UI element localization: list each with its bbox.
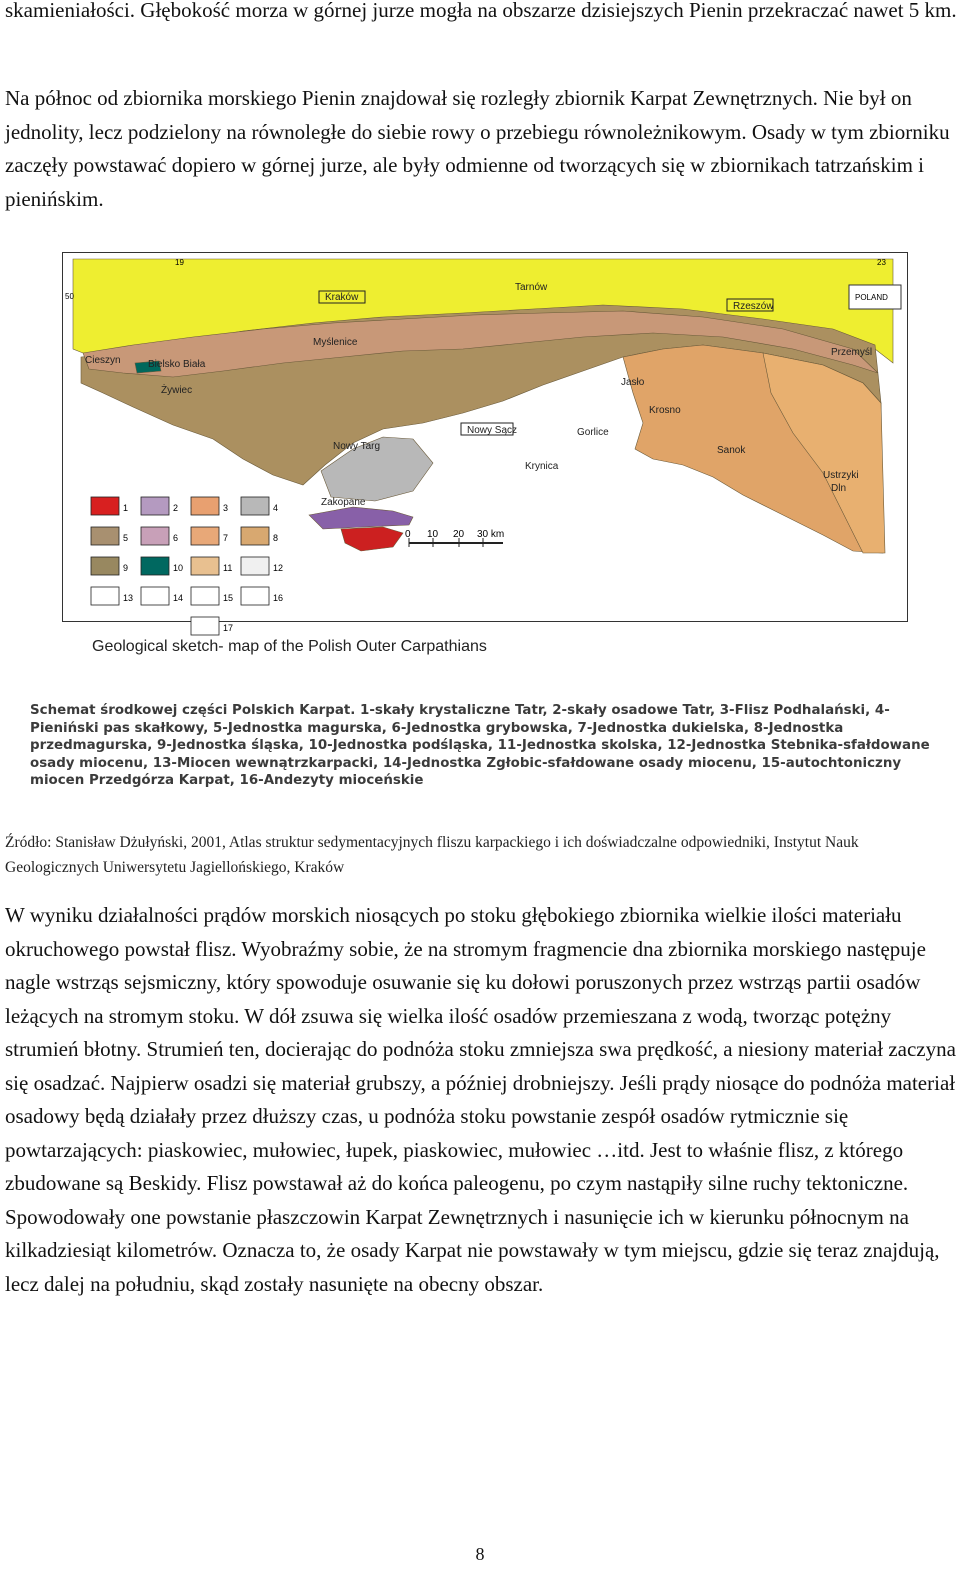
town-zakopane: Zakopane <box>321 497 366 508</box>
legend-number-15: 15 <box>223 593 234 603</box>
legend-swatch-5 <box>91 527 119 545</box>
legend-number-4: 4 <box>273 503 279 513</box>
town-sanok: Sanok <box>717 445 746 456</box>
town-myslenice: Myślenice <box>313 337 358 348</box>
legend-swatch-1 <box>91 497 119 515</box>
town-cieszyn: Cieszyn <box>85 355 121 366</box>
legend-swatch-4 <box>241 497 269 515</box>
legend-number-8: 8 <box>273 533 279 543</box>
scale-label-0: 0 <box>405 529 411 540</box>
map-frame <box>62 252 908 633</box>
legend-number-5: 5 <box>123 533 129 543</box>
legend-number-7: 7 <box>223 533 229 543</box>
legend-number-6: 6 <box>173 533 179 543</box>
legend-number-3: 3 <box>223 503 229 513</box>
legend-swatch-17 <box>191 617 219 635</box>
svg-text:POLAND: POLAND <box>855 293 888 302</box>
town-tarnow: Tarnów <box>515 282 548 293</box>
source-citation: Źródło: Stanisław Dżułyński, 2001, Atlas struktur sedymentacyjnych fliszu karpackiego i ich doświadczalne odpowiedniki, Instytut Nauk Geologicznych Uniwersytetu Jagiellońskiego, Kraków <box>5 834 859 876</box>
legend-swatch-10 <box>141 557 169 575</box>
tatra-crystalline-area <box>341 527 403 551</box>
paragraph-intro: skamieniałości. Głębokość morza w górnej jurze mogła na obszarze dzisiejszych Pienin przekraczać nawet 5 km. <box>5 0 957 22</box>
legend-number-10: 10 <box>173 563 184 573</box>
legend-number-13: 13 <box>123 593 134 603</box>
legend-caption: Schemat środkowej części Polskich Karpat. 1-skały krystaliczne Tatr, 2-skały osadowe Tatr, 3-Flisz Podhalański, 4-Pieniński pas skałkowy, 5-Jednostka magurska, 6-Jednostka grybowska, 7-Jednostka dukielska, 8-Jednostka przedmagurska, 9-Jednostka śląska, 10-Jednostka podśląska, 11-Jednostka skolska, 12-Jednostka Stebnika-sfałdowane osady miocenu, 13-Miocen wewnątrzkarpacki, 14-Jednostka Zgłobic-sfałdowane osady miocenu, 15-autochtoniczny miocen Przedgórza Karpat, 16-Andezyty mioceńskie <box>30 703 930 788</box>
legend-swatch-7 <box>191 527 219 545</box>
legend-number-16: 16 <box>273 593 284 603</box>
legend-number-1: 1 <box>123 503 129 513</box>
grid-label-50: 50 <box>65 292 74 301</box>
page-number: 8 <box>475 1544 485 1564</box>
grid-label-23: 23 <box>877 258 886 267</box>
town-gorlice: Gorlice <box>577 427 609 438</box>
legend-number-2: 2 <box>173 503 179 513</box>
geological-map-figure <box>62 252 908 670</box>
pieniny-klippen-belt <box>309 507 413 529</box>
legend-swatch-12 <box>241 557 269 575</box>
town-krynica: Krynica <box>525 461 559 472</box>
legend-number-12: 12 <box>273 563 284 573</box>
poland-inset <box>849 285 901 309</box>
legend-number-11: 11 <box>223 563 233 573</box>
town-bielsko: Bielsko Biała <box>148 359 206 370</box>
legend-number-17: 17 <box>223 623 234 633</box>
town-zywiec: Żywiec <box>161 385 193 396</box>
legend-swatch-3 <box>191 497 219 515</box>
legend-swatch-16 <box>241 587 269 605</box>
legend-number-9: 9 <box>123 563 129 573</box>
town-jaslo: Jasło <box>621 377 645 388</box>
town-krosno: Krosno <box>649 405 681 416</box>
legend-swatch-15 <box>191 587 219 605</box>
legend-swatch-6 <box>141 527 169 545</box>
geological-map <box>63 253 907 633</box>
town-nowy-targ: Nowy Targ <box>333 441 381 452</box>
paragraph-flysch: W wyniku działalności prądów morskich niosących po stoku głębokiego zbiornika wielkie ilości materiału okruchowego powstał flisz. Wyobraźmy sobie, że na stromym fragmencie dna zbiornika morskiego następuje nagle wstrząs sejsmiczny, który spowoduje osuwanie się ku dołowi poruszonych przez wstrząs partii osadów leżących na stromym stoku. W dół zsuwa się wielka ilość osadów przemieszana z wodą, tworząc potężny strumień błotny. Strumień ten, docierając do podnóża stoku zmniejsza swa prędkość, a niesiony materiał zaczyna się osadzać. Najpierw osadzi się materiał grubszy, a później drobniejszy. Jeśli prądy niosące do podnóża materiał osadowy będą działały przez dłuższy czas, u podnóża stoku powstanie zespół osadów rytmicznie się powtarzających: piaskowiec, mułowiec, łupek, piaskowiec, mułowiec …itd. Jest to właśnie flisz, z którego zbudowane są Beskidy. Flisz powstawał aż do końca paleogenu, po czym nastąpiły silne ruchy tektoniczne. Spowodowały one powstanie płaszczowin Karpat Zewnętrznych i nasunięcie ich w kierunku północnym na kilkadziesiąt kilometrów. Oznacza to, że osady Karpat nie powstawały w tym miejscu, gdzie się teraz znajdują, lecz dalej na południu, skąd zostały nasunięte na obecny obszar. <box>5 903 956 1296</box>
legend-swatch-13 <box>91 587 119 605</box>
paragraph-outer-carpathians: Na północ od zbiornika morskiego Pienin znajdował się rozległy zbiornik Karpat Zewnętrznych. Nie był on jednolity, lecz podzielony na równoległe do siebie rowy o przebiegu równoleżnikowym. Osady w tym zbiorniku zaczęły powstawać dopiero w górnej jurze, ale były odmienne od tworzących się w zbiornikach tatrzańskim i pienińskim. <box>5 86 950 211</box>
scale-label-20: 20 <box>453 529 465 540</box>
scale-bar <box>405 529 504 547</box>
grid-label-19: 19 <box>175 258 184 267</box>
town-ustrzyki-1: Ustrzyki <box>823 470 859 481</box>
town-krakow: Kraków <box>325 292 359 303</box>
town-rzeszow: Rzeszów <box>733 301 774 312</box>
scale-label-10: 10 <box>427 529 439 540</box>
town-przemysl: Przemyśl <box>831 347 873 358</box>
map-caption: Geological sketch- map of the Polish Outer Carpathians <box>92 638 487 655</box>
legend-swatch-11 <box>191 557 219 575</box>
map-legend <box>91 497 283 635</box>
town-ustrzyki-2: Dln <box>831 483 847 494</box>
legend-swatch-9 <box>91 557 119 575</box>
town-nowy-sacz: Nowy Sącz <box>467 425 518 436</box>
legend-swatch-8 <box>241 527 269 545</box>
legend-number-14: 14 <box>173 593 184 603</box>
legend-swatch-2 <box>141 497 169 515</box>
legend-swatch-14 <box>141 587 169 605</box>
scale-label-30km: 30 km <box>477 529 505 540</box>
